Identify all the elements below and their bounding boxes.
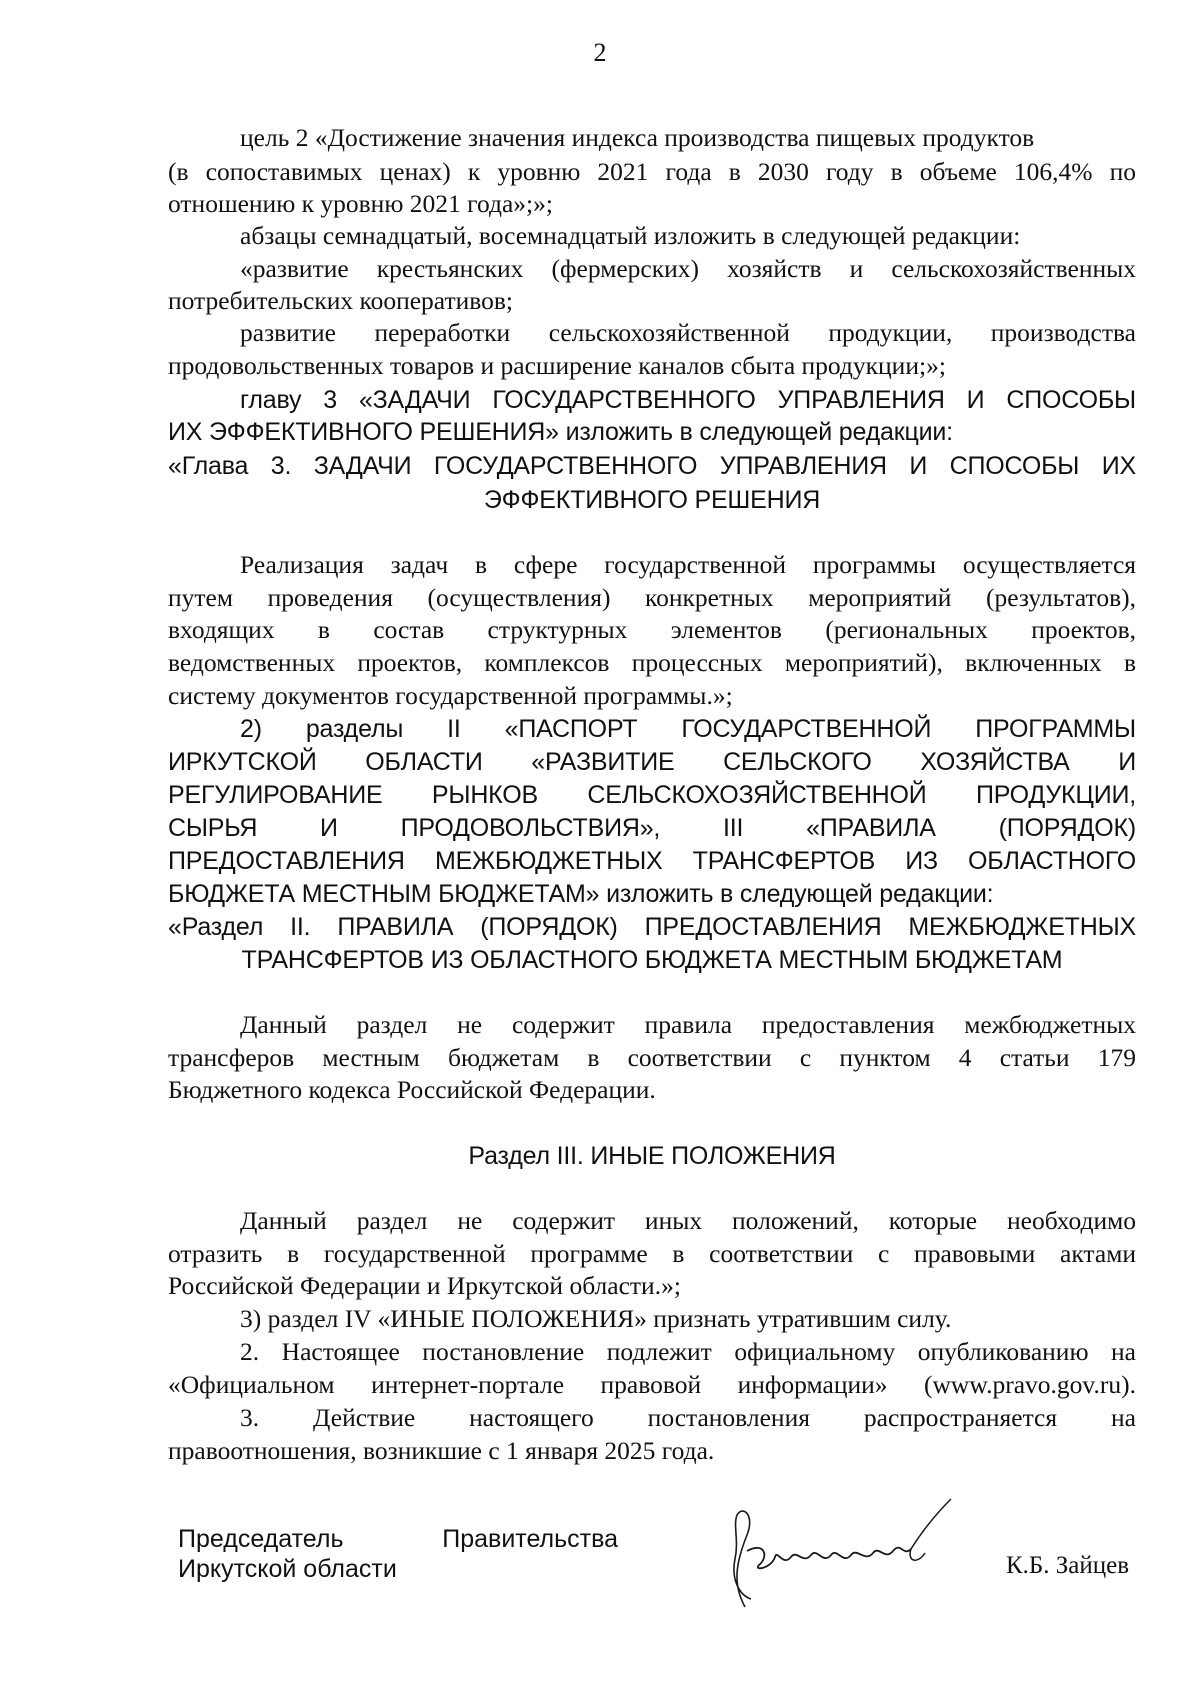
chapter-heading: ЭФФЕКТИВНОГО РЕШЕНИЯ (483, 486, 821, 514)
paragraph-line: Бюджетного кодекса Российской Федерации. (168, 1075, 656, 1104)
signatory-title (178, 1524, 618, 1584)
handwritten-signature (725, 1495, 985, 1635)
paragraph-line: входящих в состав структурных элементов (региональных проектов, (168, 615, 1136, 644)
paragraph-line: абзацы семнадцатый, восемнадцатый изложить в следующей редакции: (240, 221, 1021, 250)
signatory-title-region: Иркутской области (178, 1555, 397, 1583)
paragraph-line: ПРЕДОСТАВЛЕНИЯ МЕЖБЮДЖЕТНЫХ ТРАНСФЕРТОВ ИЗ ОБЛАСТНОГО (168, 847, 1136, 875)
paragraph-line: СЫРЬЯ И ПРОДОВОЛЬСТВИЯ», III «ПРАВИЛА (ПОРЯДОК) (168, 814, 1136, 842)
signatory-name: К.Б. Зайцев (1006, 1552, 1130, 1579)
paragraph-line: 3) раздел IV «ИНЫЕ ПОЛОЖЕНИЯ» признать утратившим силу. (240, 1304, 952, 1333)
paragraph-line: (в сопоставимых ценах) к уровню 2021 года в 2030 году в объеме 106,4% по (168, 157, 1136, 186)
paragraph-line: Данный раздел не содержит правила предоставления межбюджетных (240, 1010, 1136, 1039)
paragraph-line: Данный раздел не содержит иных положений, которые необходимо (240, 1206, 1136, 1235)
paragraph-line: правоотношения, возникшие с 1 января 2025 года. (168, 1436, 715, 1465)
chapter-heading: «Глава 3. ЗАДАЧИ ГОСУДАРСТВЕННОГО УПРАВЛЕНИЯ И СПОСОБЫ ИХ (168, 452, 1136, 480)
page-number: 2 (593, 38, 607, 67)
paragraph-line: «развитие крестьянских (фермерских) хозяйств и сельскохозяйственных (240, 254, 1136, 283)
paragraph-line: путем проведения (осуществления) конкретных мероприятий (результатов), (168, 583, 1136, 612)
paragraph-line: Российской Федерации и Иркутской области.»; (168, 1271, 681, 1300)
paragraph-line: 2) разделы II «ПАСПОРТ ГОСУДАРСТВЕННОЙ ПРОГРАММЫ (240, 715, 1136, 743)
paragraph-line: трансферов местным бюджетам в соответствии с пунктом 4 статьи 179 (168, 1043, 1136, 1072)
paragraph-line: Реализация задач в сфере государственной программы осуществляется (240, 550, 1136, 579)
paragraph-line: РЕГУЛИРОВАНИЕ РЫНКОВ СЕЛЬСКОХОЗЯЙСТВЕННОЙ ПРОДУКЦИИ, (168, 781, 1136, 809)
paragraph-line: ведомственных проектов, комплексов процессных мероприятий), включенных в (168, 648, 1136, 677)
paragraph-line: продовольственных товаров и расширение каналов сбыта продукции;»; (168, 351, 946, 380)
signatory-title-word: Председатель (178, 1525, 344, 1553)
signatory-title-word: Правительства (442, 1525, 618, 1553)
section-heading: «Раздел II. ПРАВИЛА (ПОРЯДОК) ПРЕДОСТАВЛЕНИЯ МЕЖБЮДЖЕТНЫХ (168, 913, 1136, 941)
paragraph-line: потребительских кооперативов; (168, 286, 513, 315)
paragraph-line: систему документов государственной программы.»; (168, 681, 733, 710)
paragraph-line: БЮДЖЕТА МЕСТНЫМ БЮДЖЕТАМ» изложить в следующей редакции: (168, 880, 994, 908)
paragraph-line: 2. Настоящее постановление подлежит официальному опубликованию на (240, 1337, 1136, 1366)
paragraph-line: главу 3 «ЗАДАЧИ ГОСУДАРСТВЕННОГО УПРАВЛЕНИЯ И СПОСОБЫ (240, 386, 1136, 414)
paragraph-line: цель 2 «Достижение значения индекса производства пищевых продуктов (240, 123, 1035, 152)
paragraph-line: ИРКУТСКОЙ ОБЛАСТИ «РАЗВИТИЕ СЕЛЬСКОГО ХОЗЯЙСТВА И (168, 748, 1136, 776)
paragraph-line: отразить в государственной программе в соответствии с правовыми актами (168, 1239, 1136, 1268)
section-heading: ТРАНСФЕРТОВ ИЗ ОБЛАСТНОГО БЮДЖЕТА МЕСТНЫМ БЮДЖЕТАМ (241, 946, 1063, 974)
paragraph-line: ИХ ЭФФЕКТИВНОГО РЕШЕНИЯ» изложить в следующей редакции: (168, 418, 953, 446)
section-heading: Раздел III. ИНЫЕ ПОЛОЖЕНИЯ (468, 1142, 836, 1170)
paragraph-line: 3. Действие настоящего постановления распространяется на (240, 1403, 1136, 1432)
paragraph-line: развитие переработки сельскохозяйственной продукции, производства (240, 318, 1136, 347)
paragraph-line: отношению к уровню 2021 года»;»; (168, 189, 553, 218)
paragraph-line: «Официальном интернет-портале правовой информации» (www.pravo.gov.ru). (168, 1370, 1136, 1399)
